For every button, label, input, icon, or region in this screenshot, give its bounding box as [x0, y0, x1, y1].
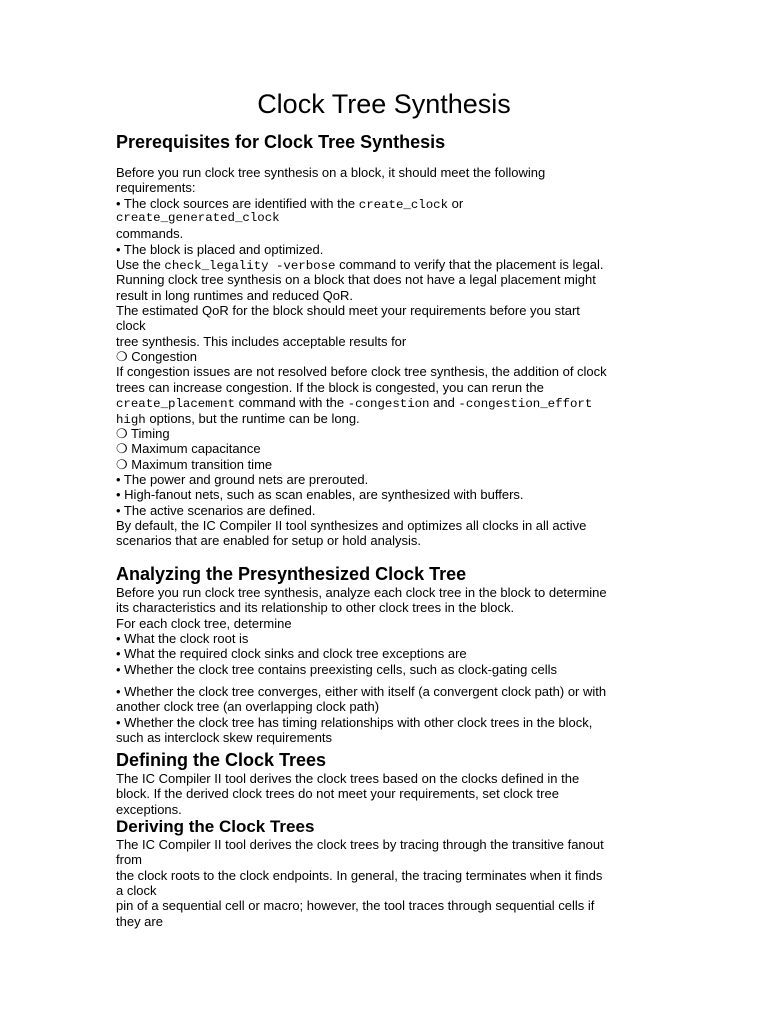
text-line: • The power and ground nets are prerouted.	[116, 471, 369, 487]
text-line: they are	[116, 913, 163, 929]
text-line: ❍ Congestion	[116, 349, 198, 365]
text-line: For each clock tree, determine	[116, 615, 292, 631]
text-line: exceptions.	[116, 801, 182, 817]
code-span: check_legality -verbose	[164, 259, 336, 274]
deriving-section	[116, 837, 661, 929]
text-line: block. If the derived clock trees do not meet your requirements, set clock tree	[116, 786, 559, 802]
text-span: • The clock sources are identified with the	[116, 195, 359, 211]
text-line: its characteristics and its relationship to other clock trees in the block.	[116, 600, 515, 616]
text-line: tree synthesis. This includes acceptable results for	[116, 333, 407, 349]
text-line: clock	[116, 318, 146, 334]
text-line: Before you run clock tree synthesis on a block, it should meet the following	[116, 165, 546, 180]
text-line: Running clock tree synthesis on a block that does not have a legal placement might	[116, 272, 596, 288]
list-item: • What the required clock sinks and clock tree exceptions are	[116, 646, 467, 662]
text-line: ❍ Maximum capacitance	[116, 441, 261, 457]
text-span: or	[448, 195, 464, 211]
text-span: command with the	[234, 395, 348, 411]
text-line: • High-fanout nets, such as scan enables, are synthesized with buffers.	[116, 487, 524, 503]
text-line: Before you run clock tree synthesis, analyze each clock tree in the block to determine	[116, 585, 607, 600]
text-line: requirements:	[116, 180, 196, 196]
text-line: the clock roots to the clock endpoints. In general, the tracing terminates when it finds	[116, 867, 603, 883]
text-line: from	[116, 852, 142, 868]
text-line: result in long runtimes and reduced QoR.	[116, 287, 354, 303]
text-line: • The active scenarios are defined.	[116, 502, 316, 518]
heading-prerequisites: Prerequisites for Clock Tree Synthesis	[116, 132, 446, 152]
text-span: options, but the runtime can be long.	[145, 410, 360, 426]
list-item: • Whether the clock tree has timing relationships with other clock trees in the block,	[116, 714, 593, 730]
text-span: Use the	[116, 257, 165, 273]
heading-defining: Defining the Clock Trees	[116, 750, 327, 770]
code-span: -congestion	[347, 397, 430, 412]
prerequisites-section	[116, 165, 661, 549]
code-span: -congestion_effort	[458, 397, 593, 412]
defining-section	[116, 771, 661, 817]
text-line: pin of a sequential cell or macro; however, the tool traces through sequential cells if	[116, 898, 595, 914]
text-line: a clock	[116, 883, 157, 899]
code-span: high	[116, 412, 146, 427]
list-item: • Whether the clock tree converges, either with itself (a convergent clock path) or with	[116, 684, 607, 700]
text-line: trees can increase congestion. If the block is congested, you can rerun the	[116, 379, 544, 395]
text-line: The IC Compiler II tool derives the clock trees based on the clocks defined in the	[116, 771, 580, 786]
code-line: create_generated_clock	[116, 211, 280, 226]
text-line: If congestion issues are not resolved before clock tree synthesis, the addition of clock	[116, 364, 607, 380]
text-line: • The block is placed and optimized.	[116, 241, 324, 257]
code-span: create_placement	[116, 397, 235, 412]
heading-deriving: Deriving the Clock Trees	[116, 817, 315, 836]
text-line: ❍ Maximum transition time	[116, 456, 273, 472]
text-line: ❍ Timing	[116, 425, 170, 441]
heading-analyzing: Analyzing the Presynthesized Clock Tree	[116, 564, 467, 584]
text-line	[116, 411, 661, 426]
text-span: command to verify that the placement is legal.	[335, 257, 604, 273]
text-line: commands.	[116, 226, 184, 242]
list-item: • What the clock root is	[116, 631, 249, 647]
text-line: The IC Compiler II tool derives the clock trees by tracing through the transitive fanout	[116, 837, 604, 852]
text-line: The estimated QoR for the block should meet your requirements before you start	[116, 303, 580, 319]
text-line: another clock tree (an overlapping clock path)	[116, 699, 380, 715]
document-title: Clock Tree Synthesis	[257, 89, 511, 119]
text-span: and	[429, 395, 459, 411]
text-line	[116, 395, 661, 410]
text-line: By default, the IC Compiler II tool synthesizes and optimizes all clocks in all active	[116, 517, 587, 533]
analyzing-section	[116, 585, 661, 745]
text-line	[116, 257, 661, 272]
code-span: create_clock	[358, 197, 449, 212]
text-line: scenarios that are enabled for setup or hold analysis.	[116, 533, 421, 549]
list-item: • Whether the clock tree contains preexisting cells, such as clock-gating cells	[116, 661, 557, 677]
text-line: such as interclock skew requirements	[116, 730, 333, 746]
text-line	[116, 196, 661, 211]
